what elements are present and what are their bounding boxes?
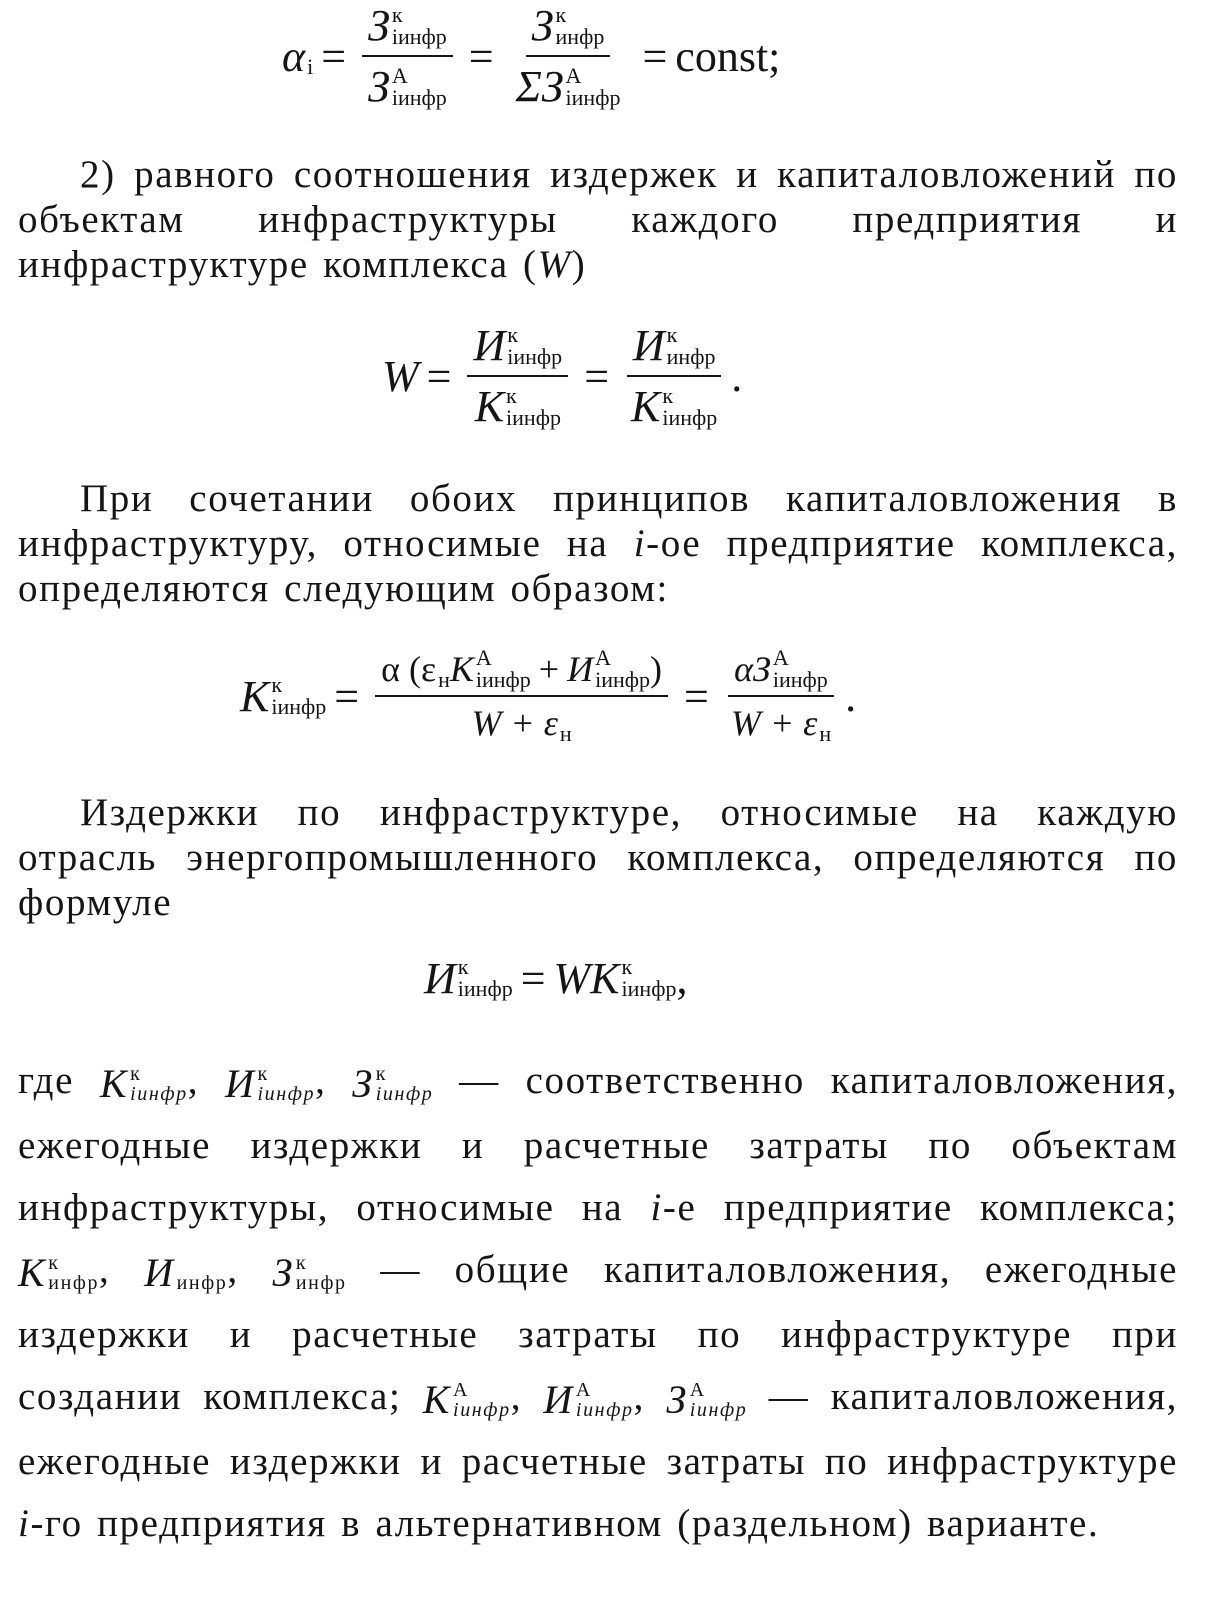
def-z-symbol: З к iинфр: [352, 1061, 434, 1107]
eq3-lhs: K: [240, 671, 270, 721]
paragraph-costs-per-branch: Издержки по инфраструктуре, относимые на каждую отрасль энергопромышленного комплекса, определяются по формуле: [18, 791, 1178, 924]
paragraph-equal-ratio: 2) равного соотношения издержек и капиталовложений по объектам инфраструктуры каждого предприятия и инфраструктуре комплекса (W): [18, 153, 1178, 286]
paragraph-definitions: где K к iинфр , И к iинфр , З к iинфр — соответственно капиталовложения, ежегодные издержки и расчетные затраты по объектам инфраструктуры, относимые на i-е предприятие комплекса; K к инфр , И инфр , З к инфр — общие капиталовложения, ежегодные издержки и расчетные затраты по инфраструктуре при создании комплекса; K А iинфр , И А iинфр , З А iинфр — капиталовложения, ежегодные издержки и расчетные затраты по инфраструктуре i-го предприятия в альтернативном (раздельном) варианте.: [18, 1050, 1178, 1555]
eq3-fraction-1: α (ε н K А iинфр + И А iинфр ) W + ε н: [375, 647, 668, 745]
equation-k: K к iинфр = α (ε н K А iинфр + И А iинфр ) W + ε н = αЗ А iинфр W + ε н .: [240, 645, 857, 746]
paragraph-combined-principles: При сочетании обоих принципов капиталовложения в инфраструктуру, относимые на i-ое предприятие комплекса, определяются следующим образом:: [18, 477, 1178, 610]
eq4-rhs: WK: [553, 953, 620, 1003]
eq1-rhs: const;: [675, 31, 781, 81]
def-k-symbol: K к iинфр: [99, 1061, 188, 1107]
eq1-fraction-2: З к инфр ΣЗ А iинфр: [515, 1, 621, 111]
def-z-alt-symbol: З А iинфр: [666, 1377, 748, 1423]
eq4-lhs: И: [424, 953, 456, 1003]
equation-w: W = И к iинфр K к iинфр = И к инфр K к iинфр .: [382, 321, 743, 431]
def-z-total-symbol: З к инфр: [272, 1250, 347, 1296]
equation-alpha: α i = З к iинфр З А iинфр = З к инфр ΣЗ А iинфр = const;: [282, 1, 781, 111]
equation-i: И к iинфр = WK к iинфр ,: [424, 953, 688, 1003]
eq1-fraction-1: З к iинфр З А iинфр: [362, 0, 453, 112]
eq1-lhs: α: [282, 31, 306, 81]
eq2-lhs: W: [382, 351, 419, 401]
def-k-alt-symbol: K А iинфр: [422, 1377, 511, 1423]
def-i-total-symbol: И инфр: [144, 1250, 228, 1296]
def-i-symbol: И к iинфр: [224, 1061, 316, 1107]
eq2-fraction-2: И к инфр K к iинфр: [625, 320, 723, 432]
def-k-total-symbol: K к инфр: [18, 1250, 100, 1296]
eq2-fraction-1: И к iинфр K к iинфр: [467, 320, 568, 432]
def-i-alt-symbol: И А iинфр: [543, 1377, 634, 1423]
eq3-fraction-2: αЗ А iинфр W + ε н: [725, 647, 837, 745]
